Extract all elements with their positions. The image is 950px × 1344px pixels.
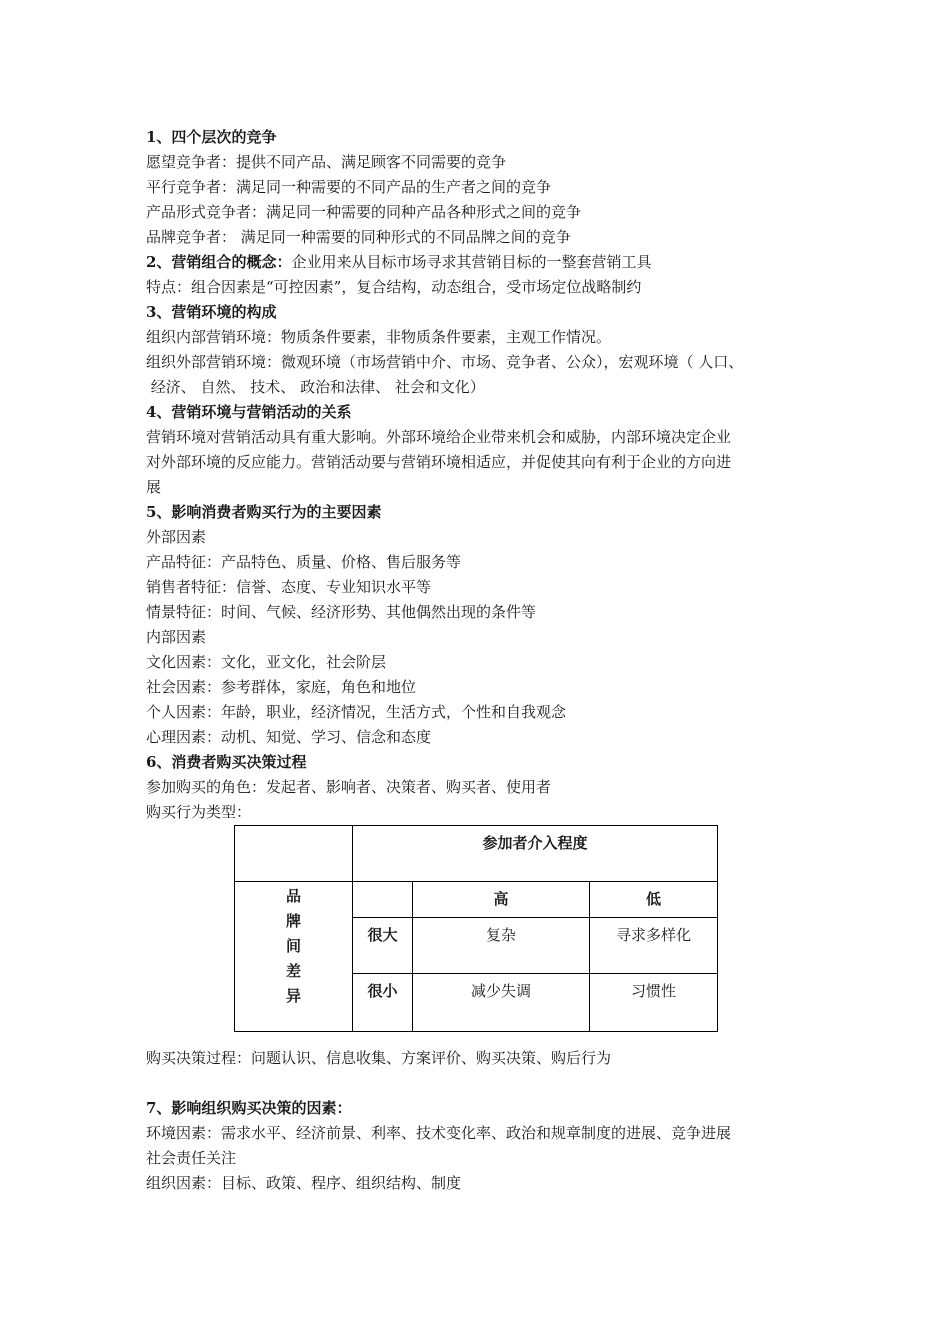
table-row xyxy=(235,826,718,882)
variety-seeking-behavior: 寻求多样化 xyxy=(616,926,692,944)
label-char: 品 xyxy=(285,887,301,905)
involvement-header-cell xyxy=(353,826,718,882)
section-2-line xyxy=(146,250,826,275)
section-2-heading: 2、营销组合的概念： xyxy=(146,253,292,271)
text-line: 文化因素：文化，亚文化，社会阶层 xyxy=(146,653,387,671)
text-line: 产品形式竞争者：满足同一种需要的同种产品各种形式之间的竞争 xyxy=(146,203,582,221)
section-7-heading: 7、影响组织购买决策的因素： xyxy=(146,1099,352,1117)
text-line: 购买行为类型： xyxy=(146,803,252,821)
habitual-behavior: 习惯性 xyxy=(631,982,677,1000)
text-line: 外部因素 xyxy=(146,528,207,546)
row-small-label: 很小 xyxy=(367,982,398,1000)
text-line: 展 xyxy=(146,478,162,496)
table-empty-cell xyxy=(353,882,413,918)
text-line: 个人因素：年龄，职业，经济情况，生活方式，个性和自我观念 xyxy=(146,703,567,721)
row-small-cell xyxy=(353,974,413,1032)
text-line: 购买决策过程：问题认识、信息收集、方案评价、购买决策、购后行为 xyxy=(146,1049,612,1067)
label-char: 差 xyxy=(285,962,301,980)
text-line: 参加购买的角色：发起者、影响者、决策者、购买者、使用者 xyxy=(146,778,552,796)
complex-behavior: 复杂 xyxy=(485,926,516,944)
section-1-heading: 1、四个层次的竞争 xyxy=(146,128,277,146)
section-4-heading: 4、营销环境与营销活动的关系 xyxy=(146,403,352,421)
text-line: 组织内部营销环境：物质条件要素，非物质条件要素，主观工作情况。 xyxy=(146,328,612,346)
section-3-heading: 3、营销环境的构成 xyxy=(146,303,277,321)
text-line: 心理因素：动机、知觉、学习、信念和态度 xyxy=(146,728,432,746)
text-line: 品牌竞争者： 满足同一种需要的同种形式的不同品牌之间的竞争 xyxy=(146,228,571,246)
text-line: 内部因素 xyxy=(146,628,207,646)
spacer xyxy=(146,1032,826,1046)
section-2-definition: 企业用来从目标市场寻求其营销目标的一整套营销工具 xyxy=(291,253,652,271)
col-high-cell xyxy=(413,882,590,918)
text-line: 情景特征：时间、气候、经济形势、其他偶然出现的条件等 xyxy=(146,603,537,621)
table-cell xyxy=(413,974,590,1032)
involvement-header: 参加者介入程度 xyxy=(482,834,588,852)
table-cell xyxy=(590,918,718,974)
section-6-heading: 6、消费者购买决策过程 xyxy=(146,753,307,771)
brand-difference-label xyxy=(235,882,352,1009)
label-char: 牌 xyxy=(285,912,301,930)
text-line: 社会因素：参考群体，家庭，角色和地位 xyxy=(146,678,417,696)
text-line: 愿望竞争者：提供不同产品、满足顾客不同需要的竞争 xyxy=(146,153,507,171)
text-line: 对外部环境的反应能力。营销活动要与营销环境相适应，并促使其向有利于企业的方向进 xyxy=(146,453,732,471)
spacer xyxy=(146,1071,826,1096)
table-corner-cell xyxy=(235,826,353,882)
text-line: 社会责任关注 xyxy=(146,1149,237,1167)
label-char: 异 xyxy=(285,987,301,1005)
purchase-behavior-table xyxy=(234,825,718,1032)
text-line: 销售者特征：信誉、态度、专业知识水平等 xyxy=(146,578,432,596)
text-line: 平行竞争者：满足同一种需要的不同产品的生产者之间的竞争 xyxy=(146,178,552,196)
text-line: 营销环境对营销活动具有重大影响。外部环境给企业带来机会和威胁，内部环境决定企业 xyxy=(146,428,732,446)
row-big-cell xyxy=(353,918,413,974)
text-line: 环境因素：需求水平、经济前景、利率、技术变化率、政治和规章制度的进展、竞争进展 xyxy=(146,1124,732,1142)
document-body xyxy=(146,125,826,1196)
dissonance-reducing-behavior: 减少失调 xyxy=(470,982,531,1000)
table-row xyxy=(235,882,718,918)
text-line: 产品特征：产品特色、质量、价格、售后服务等 xyxy=(146,553,462,571)
col-low-cell xyxy=(590,882,718,918)
text-line: 特点：组合因素是“可控因素”，复合结构，动态组合，受市场定位战略制约 xyxy=(146,278,642,296)
purchase-behavior-table-wrap xyxy=(234,825,717,1032)
section-5-heading: 5、影响消费者购买行为的主要因素 xyxy=(146,503,382,521)
table-cell xyxy=(413,918,590,974)
table-cell xyxy=(590,974,718,1032)
col-high-label: 高 xyxy=(493,890,509,908)
row-big-label: 很大 xyxy=(367,926,398,944)
text-line: 经济、 自然、 技术、 政治和法律、 社会和文化） xyxy=(146,378,485,396)
brand-difference-label-cell xyxy=(235,882,353,1032)
col-low-label: 低 xyxy=(646,890,662,908)
label-char: 间 xyxy=(285,937,301,955)
text-line: 组织外部营销环境：微观环境（市场营销中介、市场、竞争者、公众），宏观环境（ 人口、 xyxy=(146,353,744,371)
text-line: 组织因素：目标、政策、程序、组织结构、制度 xyxy=(146,1174,462,1192)
